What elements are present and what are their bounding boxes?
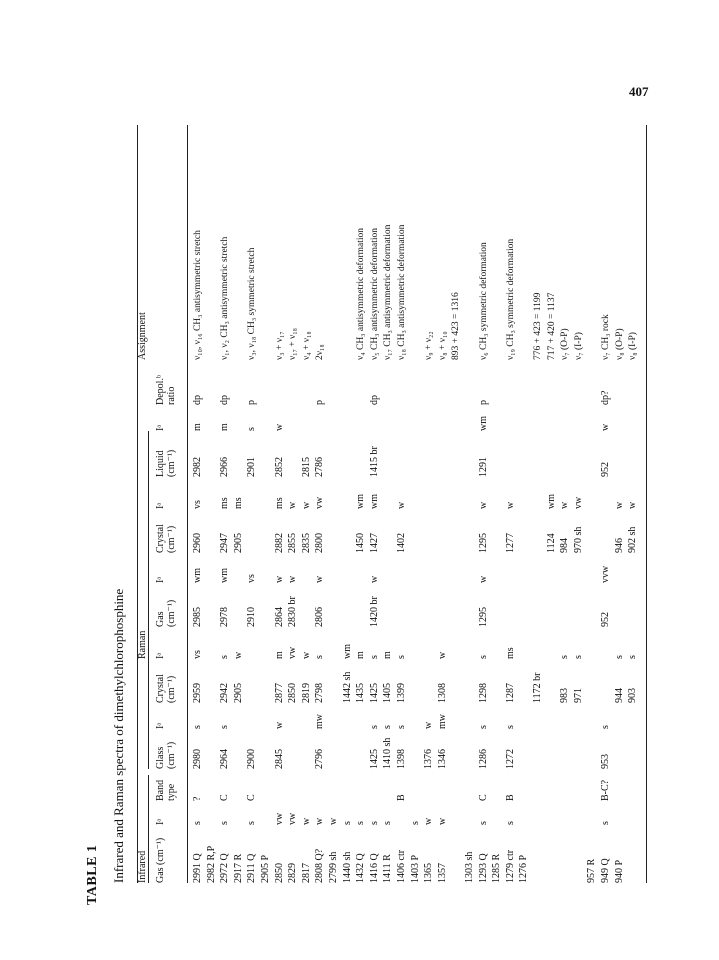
table-cell-glass-i: s bbox=[368, 725, 380, 729]
table-cell-glass-i: mw bbox=[314, 714, 326, 729]
table-cell-glass: 2845 bbox=[273, 749, 285, 769]
assignment-cell: 776 + 423 = 1199 bbox=[533, 292, 543, 360]
table-cell-glass-i: s bbox=[382, 725, 394, 729]
table-cell-band-type: B-C? bbox=[600, 779, 611, 801]
column-header-liquid-i: Iᵃ bbox=[155, 424, 166, 431]
table-cell-ir-gas: 2905 P bbox=[260, 854, 271, 883]
column-header-glass: Glass (cm⁻¹) bbox=[155, 741, 177, 769]
table-cell-ir-gas: 1303 sh bbox=[464, 851, 475, 883]
table-cell-depol: p bbox=[246, 400, 258, 405]
table-cell-glass: 1425 bbox=[368, 749, 380, 769]
table-cell-raman-crystal: 2800 bbox=[314, 533, 326, 553]
table-cell-raman-gas-i: w bbox=[368, 575, 380, 583]
table-cell-depol: p bbox=[314, 400, 326, 405]
table-cell-ir-crystal-i: s bbox=[219, 655, 231, 659]
table-cell-raman-crystal-i: w bbox=[396, 501, 407, 509]
page-number: 407 bbox=[629, 84, 649, 99]
table-cell-ir-gas: 1279 ctr bbox=[504, 849, 516, 883]
table-cell-ir-crystal-i: s bbox=[314, 655, 326, 659]
table-cell-raman-crystal: 2835 bbox=[300, 533, 312, 553]
table-cell-ir-gas: 1403 P bbox=[409, 854, 421, 883]
table-cell-glass-i: s bbox=[600, 725, 611, 729]
table-cell-glass: 1346 bbox=[436, 749, 448, 769]
table-cell-raman-crystal-i: vs bbox=[192, 500, 203, 509]
assignment-cell: ν₁₈ CH₃ antisymmetric deformation bbox=[397, 224, 407, 360]
table-cell-ir-gas: 1365 bbox=[423, 863, 435, 883]
table-cell-glass-i: s bbox=[396, 725, 407, 729]
table-cell-ir-gas: 2829 bbox=[287, 863, 299, 883]
table-cell-glass: 2980 bbox=[192, 749, 203, 769]
table-cell-ir-crystal: 1308 bbox=[436, 683, 448, 703]
table-cell-raman-gas-i: w bbox=[314, 575, 326, 583]
table-cell-ir-crystal: 903 bbox=[627, 688, 639, 703]
table-cell-ir-gas: 1293 Q bbox=[477, 853, 489, 883]
table-cell-band-type: ? bbox=[192, 796, 203, 801]
table-cell-ir-i: vw bbox=[273, 812, 285, 825]
table-cell-ir-i: s bbox=[368, 821, 380, 825]
table-cell-ir-gas: 1432 Q bbox=[355, 853, 367, 883]
table-cell-liquid: 952 bbox=[600, 462, 611, 477]
assignment-cell: ν₁₀, ν₁₆ CH₃ antisymmetric stretch bbox=[193, 230, 203, 360]
table-cell-raman-crystal: 984 bbox=[559, 538, 571, 553]
table-cell-ir-gas: 949 Q bbox=[600, 858, 611, 883]
assignment-cell: ν₁₉ CH₃ symmetric deformation bbox=[505, 238, 516, 360]
table-cell-ir-crystal: 983 bbox=[559, 688, 571, 703]
table-cell-band-type: C bbox=[477, 794, 489, 801]
table-label: TABLE 1 bbox=[85, 844, 100, 905]
column-header-raman-gas: Gas (cm⁻¹) bbox=[155, 599, 177, 627]
header-bottom-rule bbox=[187, 125, 188, 883]
table-cell-raman-crystal-i: w bbox=[287, 501, 299, 509]
table-cell-glass-i: s bbox=[477, 725, 489, 729]
table-cell-ir-crystal: 1442 sh bbox=[341, 671, 353, 703]
table-cell-ir-gas: 1276 P bbox=[518, 854, 530, 883]
table-cell-ir-i: s bbox=[382, 821, 394, 825]
table-cell-ir-crystal: 2850 bbox=[287, 683, 299, 703]
table-cell-raman-gas-i: wm bbox=[192, 568, 203, 583]
raman-group-header: Raman bbox=[137, 630, 148, 659]
table-cell-ir-crystal: 1172 br bbox=[532, 672, 543, 703]
table-cell-ir-i: w bbox=[314, 817, 326, 825]
table-cell-glass: 1376 bbox=[423, 749, 435, 769]
column-header-ir-i: Iᵃ bbox=[155, 818, 166, 825]
table-cell-ir-i: s bbox=[600, 821, 611, 825]
table-cell-ir-crystal-i: s bbox=[572, 655, 584, 659]
table-cell-raman-gas: 2985 bbox=[192, 607, 203, 627]
table-cell-ir-crystal-i: w bbox=[436, 651, 448, 659]
table-title: Infrared and Raman spectra of dimethylchlorophosphine bbox=[111, 588, 126, 883]
table-cell-ir-crystal: 1399 bbox=[396, 683, 407, 703]
table-cell-raman-gas: 2978 bbox=[219, 607, 231, 627]
table-cell-raman-gas-i: w bbox=[287, 575, 299, 583]
assignment-cell: 717 + 420 = 1137 bbox=[546, 292, 557, 360]
column-header-band-type: Band type bbox=[155, 779, 177, 801]
table-cell-ir-i: w bbox=[423, 817, 435, 825]
table-cell-ir-crystal-i: m bbox=[273, 651, 285, 659]
table-cell-ir-crystal: 2877 bbox=[273, 683, 285, 703]
table-cell-ir-gas: 1411 R bbox=[382, 854, 394, 883]
table-cell-band-type: B bbox=[396, 794, 407, 801]
table-cell-ir-crystal: 2942 bbox=[219, 683, 231, 703]
assignment-cell: ν₇ CH₃ rock bbox=[601, 314, 611, 360]
table-cell-glass-i: s bbox=[192, 725, 203, 729]
table-cell-raman-gas: 2806 bbox=[314, 607, 326, 627]
table-cell-ir-gas: 2799 sh bbox=[328, 851, 339, 883]
table-cell-ir-crystal: 1405 bbox=[382, 683, 394, 703]
table-cell-ir-i: s bbox=[192, 821, 203, 825]
table-cell-ir-crystal-i: m bbox=[382, 651, 394, 659]
table-cell-raman-gas-i: w bbox=[477, 575, 489, 583]
raman-group-rule bbox=[148, 431, 149, 769]
table-cell-raman-crystal: 2905 bbox=[232, 533, 244, 553]
table-cell-liquid: 1415 br bbox=[368, 446, 380, 477]
table-cell-ir-crystal-i: s bbox=[396, 655, 407, 659]
table-cell-ir-crystal: 2959 bbox=[192, 683, 203, 703]
table-cell-ir-gas: 957 R bbox=[586, 858, 598, 883]
table-cell-raman-crystal: 2960 bbox=[192, 533, 203, 553]
column-header-raman-gas-i: Iᵃ bbox=[155, 576, 166, 583]
table-cell-ir-i: s bbox=[355, 821, 367, 825]
table-cell-raman-crystal-i: wm bbox=[545, 494, 557, 509]
assignment-cell: ν₄ CH₃ antisymmetric deformation bbox=[356, 227, 367, 360]
table-cell-ir-crystal: 1425 bbox=[368, 683, 380, 703]
assignment-cell: ν₈ (I-P) bbox=[628, 332, 639, 360]
table-cell-raman-crystal: 2855 bbox=[287, 533, 299, 553]
table-cell-ir-crystal-i: s bbox=[613, 655, 625, 659]
assignment-cell: ν₈ + ν₁₀ bbox=[437, 331, 448, 360]
table-cell-ir-gas: 1416 Q bbox=[368, 853, 380, 883]
table-cell-ir-gas: 2817 bbox=[300, 863, 312, 883]
assignment-cell: 2ν₁₈ bbox=[315, 344, 326, 360]
table-cell-glass: 2900 bbox=[246, 749, 258, 769]
table-cell-glass: 1398 bbox=[396, 749, 407, 769]
assignment-cell: ν₇ (I-P) bbox=[573, 332, 584, 360]
column-header-raman-crystal: Crystal (cm⁻¹) bbox=[155, 524, 177, 553]
table-cell-ir-crystal-i: s bbox=[627, 655, 639, 659]
table-cell-raman-crystal-i: ms bbox=[232, 497, 244, 509]
table-cell-raman-crystal: 1295 bbox=[477, 533, 489, 553]
table-cell-ir-crystal-i: s bbox=[559, 655, 571, 659]
table-cell-ir-i: w bbox=[328, 817, 339, 825]
table-cell-raman-crystal-i: w bbox=[504, 501, 516, 509]
table-cell-liquid: 2982 bbox=[192, 457, 203, 477]
table-cell-liquid: 2901 bbox=[246, 457, 258, 477]
table-bottom-rule bbox=[646, 125, 647, 883]
table-cell-ir-gas: 2982 R,P bbox=[205, 845, 217, 883]
table-cell-liquid: 1291 bbox=[477, 457, 489, 477]
table-cell-ir-gas: 2917 R bbox=[232, 853, 244, 883]
table-cell-ir-gas: 1406 ctr bbox=[396, 849, 407, 883]
table-cell-ir-gas: 2991 Q bbox=[192, 853, 203, 883]
table-cell-raman-crystal: 1427 bbox=[368, 533, 380, 553]
table-cell-ir-crystal: 1298 bbox=[477, 683, 489, 703]
table-cell-liquid-i: s bbox=[246, 427, 258, 431]
table-cell-glass: 1272 bbox=[504, 749, 516, 769]
table-cell-ir-gas: 2972 Q bbox=[219, 853, 231, 883]
table-cell-raman-gas-i: vs bbox=[246, 574, 258, 583]
table-cell-raman-crystal-i: vw bbox=[314, 496, 326, 509]
table-cell-liquid: 2966 bbox=[219, 457, 231, 477]
table-cell-ir-gas: 2850 bbox=[273, 863, 285, 883]
column-header-ir-crystal-i: Iᵃ bbox=[155, 652, 166, 659]
table-cell-raman-crystal: 2882 bbox=[273, 533, 285, 553]
table-cell-ir-i: s bbox=[504, 821, 516, 825]
table-cell-raman-crystal-i: w bbox=[559, 501, 571, 509]
table-cell-ir-i: s bbox=[341, 821, 353, 825]
table-cell-raman-gas-i: wm bbox=[219, 568, 231, 583]
assignment-cell: ν₅ CH₃ antisymmetric deformation bbox=[369, 227, 380, 360]
assignment-cell: ν₄ + ν₁₈ bbox=[301, 331, 312, 360]
table-cell-ir-crystal: 1287 bbox=[504, 683, 516, 703]
assignment-cell: ν₁₇ + ν₁₈ bbox=[288, 328, 299, 360]
table-cell-raman-crystal-i: vw bbox=[572, 496, 584, 509]
assignment-cell: ν₆ CH₃ symmetric deformation bbox=[478, 242, 489, 360]
table-cell-glass: 1286 bbox=[477, 749, 489, 769]
rotated-table bbox=[85, 125, 639, 915]
table-cell-ir-crystal: 1435 bbox=[355, 683, 367, 703]
table-cell-raman-crystal-i: w bbox=[613, 501, 625, 509]
table-cell-raman-crystal-i: wm bbox=[355, 494, 367, 509]
assignment-cell: ν₁, ν₂ CH₃ antisymmetric stretch bbox=[220, 236, 231, 360]
table-cell-glass-i: mw bbox=[436, 714, 448, 729]
table-cell-ir-i: s bbox=[409, 821, 421, 825]
table-cell-ir-crystal: 2905 bbox=[232, 683, 244, 703]
table-cell-raman-crystal-i: w bbox=[300, 501, 312, 509]
table-cell-raman-gas: 1420 br bbox=[368, 596, 380, 627]
infrared-group-header: Infrared bbox=[137, 850, 148, 883]
table-cell-ir-i: vw bbox=[287, 812, 299, 825]
table-cell-ir-crystal-i: w bbox=[232, 651, 244, 659]
table-cell-glass-i: s bbox=[219, 725, 231, 729]
column-header-depol: Depol.ᵇ ratio bbox=[155, 374, 177, 405]
table-cell-glass: 1410 sh bbox=[382, 737, 394, 769]
table-cell-glass-i: w bbox=[423, 721, 435, 729]
table-cell-ir-crystal-i: w bbox=[300, 651, 312, 659]
table-cell-ir-gas: 1285 R bbox=[491, 853, 503, 883]
table-top-rule bbox=[137, 125, 138, 883]
table-cell-ir-gas: 1357 bbox=[436, 863, 448, 883]
assignment-cell: ν₈ (O-P) bbox=[614, 328, 625, 360]
table-cell-raman-gas-i: w bbox=[273, 575, 285, 583]
table-cell-ir-gas: 2911 Q bbox=[246, 853, 258, 883]
table-cell-raman-crystal: 1402 bbox=[396, 533, 407, 553]
table-cell-raman-crystal-i: w bbox=[477, 501, 489, 509]
table-cell-ir-crystal-i: wm bbox=[341, 644, 353, 659]
table-cell-band-type: C bbox=[219, 794, 231, 801]
table-cell-ir-crystal-i: vs bbox=[192, 650, 203, 659]
table-cell-liquid-i: w bbox=[600, 423, 611, 431]
table-cell-band-type: B bbox=[504, 794, 516, 801]
table-cell-liquid-i: w bbox=[273, 423, 285, 431]
table-cell-raman-crystal-i: ms bbox=[273, 497, 285, 509]
table-cell-raman-gas: 2830 br bbox=[287, 596, 299, 627]
table-cell-glass: 953 bbox=[600, 754, 611, 769]
table-cell-ir-i: s bbox=[246, 821, 258, 825]
table-cell-raman-crystal-i: w bbox=[627, 501, 639, 509]
table-cell-ir-crystal-i: vw bbox=[287, 646, 299, 659]
table-cell-glass: 2796 bbox=[314, 749, 326, 769]
table-cell-band-type: C bbox=[246, 794, 258, 801]
table-cell-raman-gas: 1295 bbox=[477, 607, 489, 627]
assignment-cell: ν₃ + ν₁₇ bbox=[274, 331, 285, 360]
table-cell-ir-crystal: 971 bbox=[572, 688, 584, 703]
table-cell-ir-crystal: 2819 bbox=[300, 683, 312, 703]
table-cell-glass: 2964 bbox=[219, 749, 231, 769]
table-cell-ir-i: w bbox=[436, 817, 448, 825]
table-cell-raman-crystal: 1124 bbox=[545, 533, 557, 553]
column-header-raman-crystal-i: Iᵃ bbox=[155, 502, 166, 509]
table-cell-raman-crystal: 946 bbox=[613, 538, 625, 553]
assignment-cell: ν₁₇ CH₃ antisymmetric deformation bbox=[383, 224, 394, 360]
assignment-group-header: Assignment bbox=[137, 312, 148, 360]
table-cell-liquid: 2815 bbox=[300, 457, 312, 477]
table-cell-raman-crystal: 2947 bbox=[219, 533, 231, 553]
table-cell-ir-crystal: 2798 bbox=[314, 683, 326, 703]
table-cell-ir-gas: 2808 Q? bbox=[314, 848, 326, 883]
assignment-cell: ν₃, ν₁₈ CH₃ symmetric stretch bbox=[247, 247, 258, 360]
table-cell-liquid-i: m bbox=[219, 423, 231, 431]
table-cell-glass-i: w bbox=[273, 721, 285, 729]
column-header-ir-crystal: Crystal (cm⁻¹) bbox=[155, 674, 177, 703]
table-cell-liquid-i: m bbox=[192, 423, 203, 431]
table-cell-raman-gas: 952 bbox=[600, 612, 611, 627]
table-cell-raman-crystal-i: wm bbox=[368, 494, 380, 509]
assignment-cell: 893 + 423 = 1316 bbox=[451, 292, 462, 360]
table-cell-ir-crystal-i: m bbox=[355, 651, 367, 659]
table-cell-raman-crystal: 902 sh bbox=[627, 526, 639, 553]
table-cell-ir-i: s bbox=[477, 821, 489, 825]
table-cell-ir-crystal-i: s bbox=[477, 655, 489, 659]
table-cell-ir-crystal-i: ms bbox=[504, 647, 516, 659]
table-cell-liquid: 2852 bbox=[273, 457, 285, 477]
table-cell-depol: dp bbox=[368, 395, 380, 405]
table-cell-raman-crystal: 970 sh bbox=[572, 526, 584, 553]
table-cell-ir-i: s bbox=[219, 821, 231, 825]
table-cell-depol: dp bbox=[219, 395, 231, 405]
table-cell-liquid-i: wm bbox=[477, 416, 489, 431]
table-cell-depol: dp bbox=[192, 395, 203, 405]
infrared-group-rule bbox=[148, 775, 149, 883]
table-cell-raman-crystal: 1277 bbox=[504, 533, 516, 553]
table-cell-depol: dp? bbox=[600, 390, 611, 405]
table-cell-raman-crystal-i: ms bbox=[219, 497, 231, 509]
table-cell-raman-crystal: 1450 bbox=[355, 533, 367, 553]
assignment-cell: ν₇ (O-P) bbox=[560, 328, 571, 360]
table-cell-depol: p bbox=[477, 400, 489, 405]
table-cell-raman-gas-i: vvw bbox=[600, 565, 611, 583]
column-header-ir-gas: Gas (cm⁻¹) bbox=[155, 837, 166, 883]
table-cell-glass-i: s bbox=[504, 725, 516, 729]
table-cell-raman-gas: 2910 bbox=[246, 607, 258, 627]
table-cell-ir-crystal: 944 bbox=[613, 688, 625, 703]
table-cell-raman-gas: 2864 bbox=[273, 607, 285, 627]
table-cell-liquid: 2786 bbox=[314, 457, 326, 477]
table-cell-ir-gas: 1440 sh bbox=[341, 851, 353, 883]
column-header-glass-i: Iᵃ bbox=[155, 722, 166, 729]
assignment-cell: ν₉ + ν₂₂ bbox=[424, 331, 435, 360]
table-cell-ir-i: w bbox=[300, 817, 312, 825]
table-cell-ir-gas: 940 P bbox=[613, 859, 625, 883]
column-header-liquid: Liquid (cm⁻¹) bbox=[155, 449, 177, 477]
table-cell-ir-crystal-i: s bbox=[368, 655, 380, 659]
